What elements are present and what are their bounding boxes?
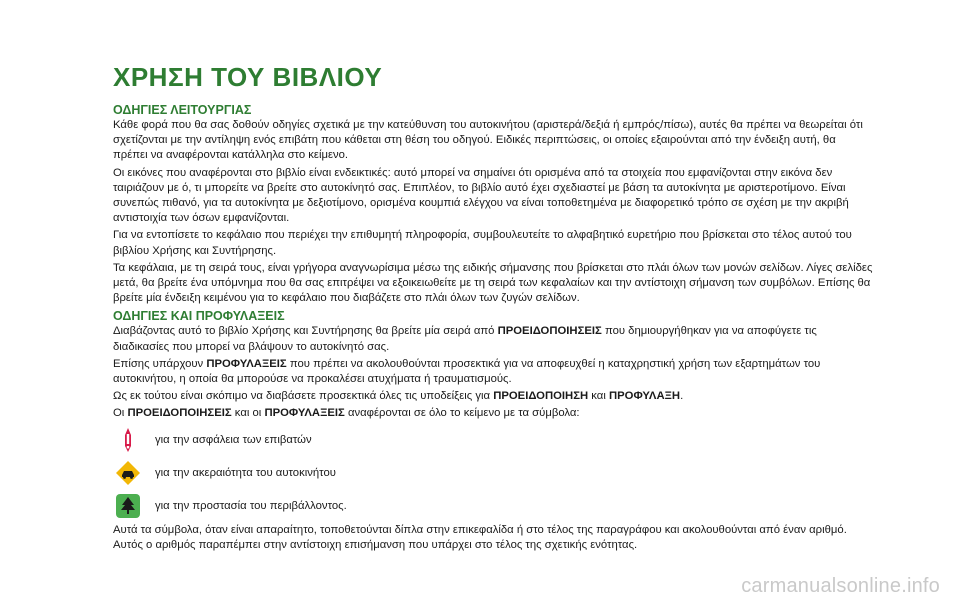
document-page [113, 62, 873, 555]
symbol-label: για την προστασία του περιβάλλοντος. [155, 499, 347, 512]
symbol-label: για την ακεραιότητα του αυτοκινήτου [155, 466, 336, 479]
environment-tree-icon [115, 493, 141, 519]
warning-passenger-safety-icon [115, 427, 141, 453]
bold-term: ΠΡΟΦΥΛΑΞΕΙΣ [264, 407, 345, 420]
bold-term: ΠΡΟΦΥΛΑΞΕΙΣ [206, 357, 287, 370]
paragraph [113, 406, 873, 421]
symbol-row-passenger-safety [113, 424, 873, 456]
watermark-footer: carmanualsonline.info [741, 575, 940, 597]
paragraph [113, 357, 873, 387]
bold-term: ΠΡΟΕΙΔΟΠΟΙΗΣΕΙΣ [497, 325, 602, 338]
text-run: Διαβάζοντας αυτό το βιβλίο Χρήσης και Συντήρησης θα βρείτε μία σειρά από [113, 325, 498, 338]
text-run: και [588, 390, 609, 403]
text-run: που δημιουργήθηκαν για να αποφύγετε τις διαδικασίες που μπορεί να βλάψουν το αυτοκίνητό σας. [113, 325, 817, 353]
text-run: που πρέπει να ακολουθούνται προσεκτικά για να αποφευχθεί η καταχρηστική χρήση των εξαρτημάτων του αυτοκινήτου, η οποία θα μπορούσε να προκαλέσει ατυχήματα ή τραυματισμούς. [113, 357, 821, 386]
paragraph [113, 324, 873, 354]
paragraph: Κάθε φορά που θα σας δοθούν οδηγίες σχετικά με την κατεύθυνση του αυτοκινήτου (αριστερά/δεξιά ή εμπρός/πίσω), αυτές θα πρέπει να θεωρείται ότι σχετίζονται με την αντίληψη ενός επιβάτη που κάθεται στη θέση του οδηγού. Ειδικές περιπτώσεις, οι οποίες εξαιρούνται από την ένδειξη αυτή, θα πρέπει να αναφέρονται κατάλληλα στο κείμενο. [113, 119, 863, 162]
page-title: ΧΡΗΣΗ ΤΟΥ ΒΙΒΛΙΟΥ [113, 62, 383, 92]
text-run: και οι [231, 407, 265, 420]
symbol-row-environment [113, 490, 873, 522]
paragraph: Αυτά τα σύμβολα, όταν είναι απαραίτητο, τοποθετούνται δίπλα στην επικεφαλίδα ή στο τέλος της παραγράφου και ακολουθούνται από έναν αριθμό. Αυτός ο αριθμός παραπέμπει στην αντίστοιχη επισήμανση που υπάρχει στο τέλος της σχετικής ενότητας. [113, 523, 847, 551]
text-run: Επίσης υπάρχουν [113, 357, 207, 370]
symbol-row-car-integrity [113, 457, 873, 489]
bold-term: ΠΡΟΦΥΛΑΞΗ [608, 390, 681, 403]
text-run: . [680, 390, 684, 403]
text-run: αναφέρονται σε όλο το κείμενο με τα σύμβολα: [344, 407, 580, 420]
text-run: Ως εκ τούτου είναι σκόπιμο να διαβάσετε προσεκτικά όλες τις υποδείξεις για [113, 390, 494, 403]
paragraph: Τα κεφάλαια, με τη σειρά τους, είναι γρήγορα αναγνωρίσιμα μέσω της ειδικής σήμανσης που βρίσκεται στο πλάι όλων των μονών σελίδων. Λίγες σελίδες μετά, θα βρείτε ένα υπόμνημα που θα σας επιτρέψει να εξοικειωθείτε με τη σειρά των κεφαλαίων και την αντίστοιχη σήμανση των συμβόλων. Επίσης θα βρείτε μία ένδειξη κειμένου για το κεφάλαιο που διαβάζετε στο πλάι όλων των ζυγών σελίδων. [113, 261, 873, 305]
paragraph: Για να εντοπίσετε το κεφάλαιο που περιέχει την επιθυμητή πληροφορία, συμβουλευτείτε το αλφαβητικό ευρετήριο που βρίσκεται στο τέλος αυτού του βιβλίου Χρήσης και Συντήρησης. [113, 229, 852, 257]
section-heading-operating-instructions: ΟΔΗΓΙΕΣ ΛΕΙΤΟΥΡΓΙΑΣ [113, 103, 252, 117]
text-run: Οι [113, 407, 128, 420]
paragraph: Οι εικόνες που αναφέρονται στο βιβλίο είναι ενδεικτικές: αυτό μπορεί να σημαίνει ότι ορισμένα από τα στοιχεία που εμφανίζονται στην εικόνα δεν ταιριάζουν με ό, τι μπορείτε να βρείτε στο αυτοκίνητό σας. Επιπλέον, το βιβλίο αυτό έχει σχεδιαστεί με βάση τα αυτοκίνητα με αριστεροτίμονο. Είναι συνεπώς πιθανό, για τα αυτοκίνητα με δεξιοτίμονο, ορισμένα κουμπιά ελέγχου να είναι τοποθετημένα με διαφορετικό τρόπο σε σχέση με την ακριβή αντιστοιχία των όσων εμφανίζονται. [113, 166, 849, 225]
paragraph [113, 389, 873, 404]
section-heading-warnings-precautions: ΟΔΗΓΙΕΣ ΚΑΙ ΠΡΟΦΥΛΑΞΕΙΣ [113, 309, 285, 324]
bold-term: ΠΡΟΕΙΔΟΠΟΙΗΣΕΙΣ [127, 407, 232, 420]
bold-term: ΠΡΟΕΙΔΟΠΟΙΗΣΗ [493, 390, 589, 403]
symbol-label: για την ασφάλεια των επιβατών [155, 433, 312, 446]
car-integrity-icon [115, 460, 141, 486]
